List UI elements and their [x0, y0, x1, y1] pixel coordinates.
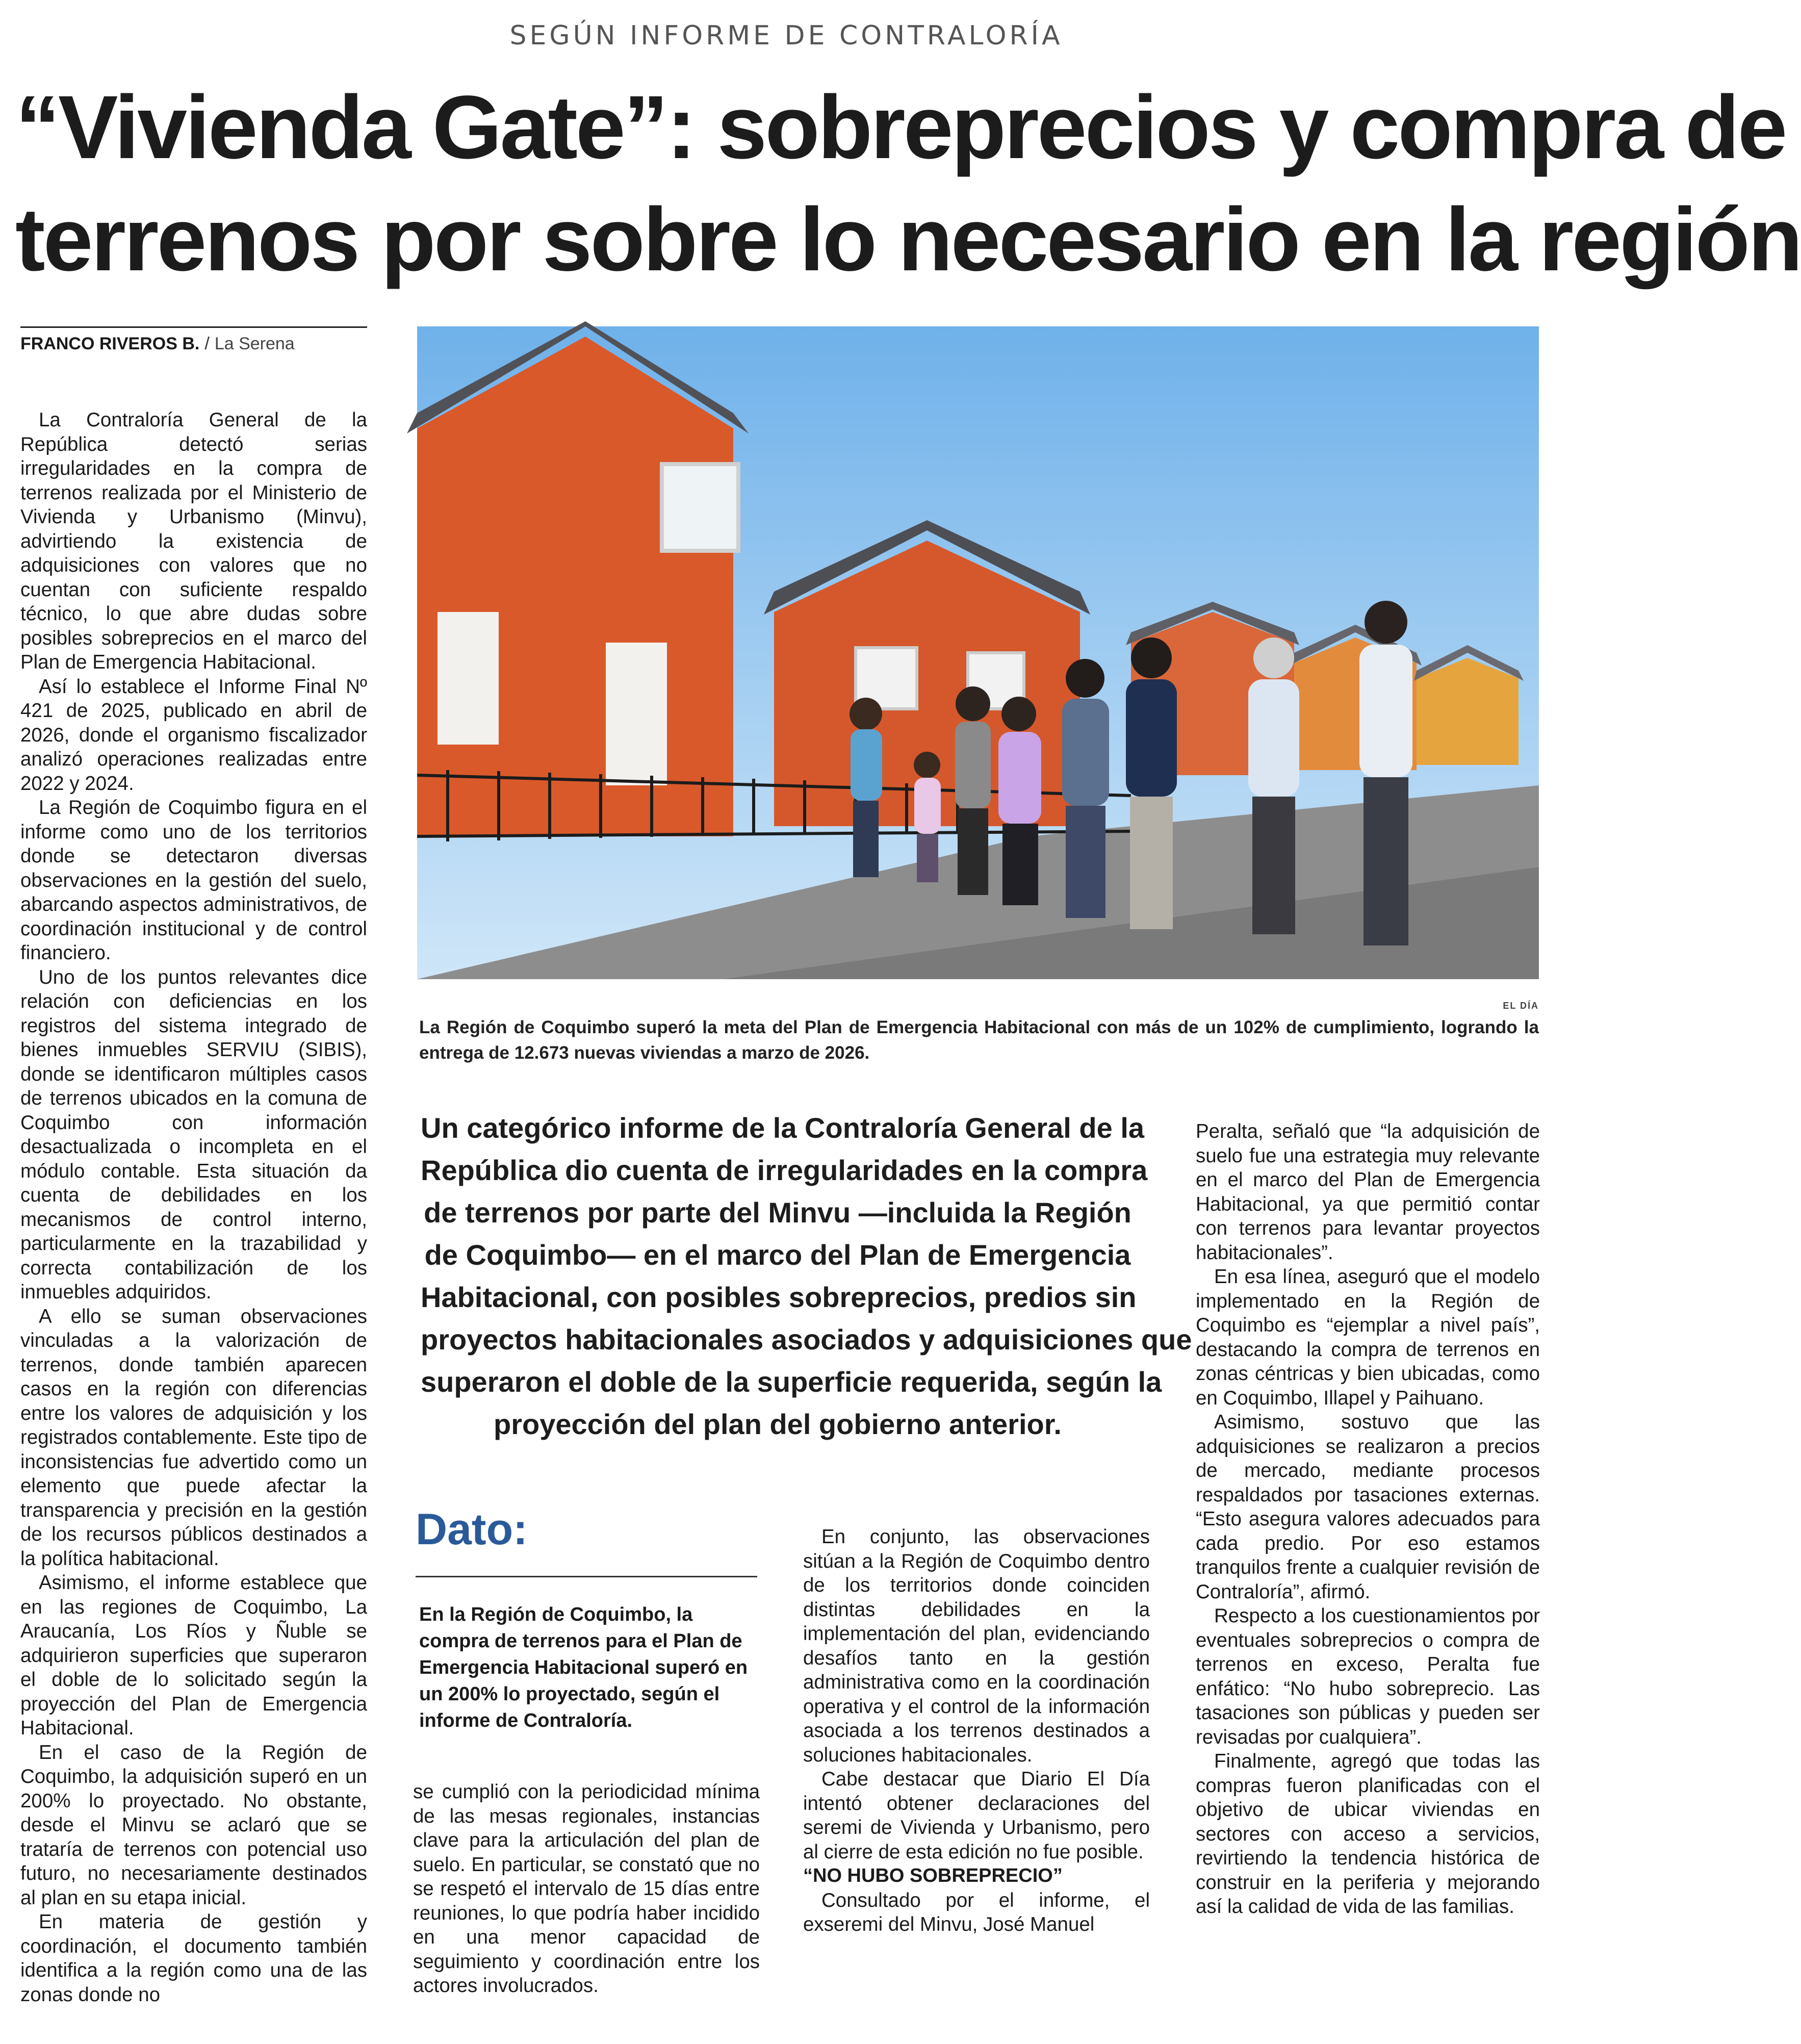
headline: [15, 71, 1801, 296]
dato-title: Dato:: [416, 1505, 528, 1554]
paragraph: se cumplió con la periodicidad mínima de las mesas regionales, instancias clave para la articulación del plan de suelo. En particular, se constató que no se respetó el intervalo de 15 días entre reuniones, lo que podría haber incidido en una menor capacidad de seguimiento y coordinación entre los actores involucrados.: [413, 1781, 760, 1997]
headline-line-2: terrenos por sobre lo necesario en la región: [15, 190, 1801, 290]
lead-line: de terrenos por parte del Minvu —incluida la Región: [424, 1196, 1131, 1229]
lead-line: República dio cuenta de irregularidades en la compra: [421, 1154, 1148, 1186]
paragraph: Respecto a los cuestionamientos por eventuales sobreprecios o compra de terrenos en exceso, Peralta fue enfático: “No hubo sobreprecio. Las tasaciones son públicas y pueden ser revisadas por cualquiera”.: [1196, 1605, 1540, 1748]
paragraph: Asimismo, el informe establece que en las regiones de Coquimbo, La Araucanía, Los Ríos y Ñuble se adquirieron superficies que superaron el doble de lo solicitado según la proyección del Plan de Emergencia Habitacional.: [20, 1572, 367, 1739]
headline-line-1: “Vivienda Gate”: sobreprecios y compra de: [15, 78, 1786, 177]
paragraph: Finalmente, agregó que todas las compras fueron planificadas con el objetivo de ubicar viviendas en sectores con acceso a servicios, revirtiendo la tendencia histórica de construir en la periferia y mejorando así la calidad de vida de las familias.: [1196, 1750, 1540, 1918]
lead-line: proyectos habitacionales asociados y adquisiciones que: [421, 1323, 1192, 1356]
paragraph: En materia de gestión y coordinación, el documento también identifica a la región como una de las zonas donde no: [20, 1911, 367, 2006]
paragraph: Uno de los puntos relevantes dice relación con deficiencias en los registros del sistema integrado de bienes inmuebles SERVIU (SIBIS), donde se identificaron múltiples casos de terrenos ubicados en la comuna de Coquimbo con información desactualizada o incompleta en el módulo contable. Esta situación da cuenta de debilidades en los mecanismos de control interno, particularmente en la trazabilidad y correcta contabilización de los inmuebles adquiridos.: [20, 966, 367, 1303]
lead-paragraph: [421, 1107, 1192, 1445]
paragraph: La Contraloría General de la República detectó serias irregularidades en la compra de terrenos realizada por el Ministerio de Vivienda y Urbanismo (Minvu), advirtiendo la existencia de adquisiciones con valores que no cuentan con suficiente respaldo técnico, lo que abre dudas sobre posibles sobreprecios en el marco del Plan de Emergencia Habitacional.: [20, 409, 367, 673]
paragraph: Peralta, señaló que “la adquisición de suelo fue una estrategia muy relevante en el marco del Plan de Emergencia Habitacional, ya que permitió contar con terrenos para levantar proyectos habitacionales”.: [1196, 1120, 1540, 1264]
paragraph: En esa línea, aseguró que el modelo implementado en la Región de Coquimbo es “ejemplar a nivel país”, destacando la compra de terrenos en zonas céntricas y bien ubicadas, como en Coquimbo, Illapel y Paihuano.: [1196, 1266, 1540, 1409]
paragraph: Cabe destacar que Diario El Día intentó obtener declaraciones del seremi de Vivienda y Urbanismo, pero al cierre de esta edición no fue posible.: [803, 1768, 1150, 1863]
article-column-1: [20, 408, 367, 2007]
byline-separator: /: [204, 334, 210, 353]
kicker: SEGÚN INFORME DE CONTRALORÍA: [509, 20, 1063, 51]
paragraph: En conjunto, las observaciones sitúan a la Región de Coquimbo dentro de los territorios donde coinciden distintas debilidades en la implementación del plan, evidenciando desafíos tanto en la gestión administrativa como en la coordinación operativa y el control de la información asociada a los terrenos destinados a soluciones habitacionales.: [803, 1526, 1150, 1766]
lead-line: superaron el doble de la superficie requerida, según la: [421, 1366, 1162, 1398]
byline: [20, 326, 367, 354]
lead-line: Habitacional, con posibles sobreprecios, predios sin: [421, 1281, 1137, 1313]
article-column-5: [1196, 1119, 1540, 1919]
lead-line: Un categórico informe de la Contraloría General de la: [421, 1112, 1145, 1144]
article-column-3: [413, 1780, 760, 1998]
paragraph: En el caso de la Región de Coquimbo, la adquisición superó en un 200% lo proyectado. No obstante, desde el Minvu se aclaró que se trataría de terrenos con potencial uso futuro, no necesariamente destinados al plan en su etapa inicial.: [20, 1741, 367, 1909]
paragraph: A ello se suman observaciones vinculadas a la valorización de terrenos, donde también aparecen casos en la región con diferencias entre los valores de adquisición y los registrados contablemente. Este tipo de inconsistencias fue advertido como un elemento que puede afectar la transparencia y precisión en la gestión de los recursos públicos destinados a la política habitacional.: [20, 1305, 367, 1570]
lead-line: de Coquimbo— en el marco del Plan de Emergencia: [424, 1239, 1131, 1271]
street-housing-photo: [417, 326, 1539, 979]
dato-text: En la Región de Coquimbo, la compra de terrenos para el Plan de Emergencia Habitacional superó en un 200% lo proyectado, según el informe de Contraloría.: [419, 1604, 748, 1731]
article-column-4: [803, 1525, 1150, 1937]
byline-city: La Serena: [214, 334, 295, 353]
dato-divider: [416, 1576, 757, 1577]
lead-line: proyección del plan del gobierno anterior.: [494, 1408, 1062, 1440]
paragraph: Consultado por el informe, el exseremi del Minvu, José Manuel: [803, 1889, 1150, 1935]
paragraph: Así lo establece el Informe Final Nº 421 de 2025, publicado en abril de 2026, donde el organismo fiscalizador analizó operaciones realizadas entre 2022 y 2024.: [20, 675, 367, 795]
paragraph: Asimismo, sostuvo que las adquisiciones se realizaron a precios de mercado, mediante procesos respaldados por tasaciones externas. “Esto asegura valores adecuados para cada predio. Por eso estamos tranquilos frente a cualquier revisión de Contraloría”, afirmó.: [1196, 1411, 1540, 1603]
photo-caption: La Región de Coquimbo superó la meta del Plan de Emergencia Habitacional con más de un 102% de cumplimiento, logrando la entrega de 12.673 nuevas viviendas a marzo de 2026.: [419, 1017, 1539, 1063]
subhead: “NO HUBO SOBREPRECIO”: [803, 1865, 1063, 1886]
paragraph: La Región de Coquimbo figura en el informe como uno de los territorios donde se detectaron diversas observaciones en la gestión del suelo, abarcando aspectos administrativos, de coordinación institucional y de control financiero.: [20, 797, 367, 964]
photo-credit: EL DÍA: [1503, 1001, 1539, 1011]
byline-author: FRANCO RIVEROS B.: [20, 334, 200, 353]
